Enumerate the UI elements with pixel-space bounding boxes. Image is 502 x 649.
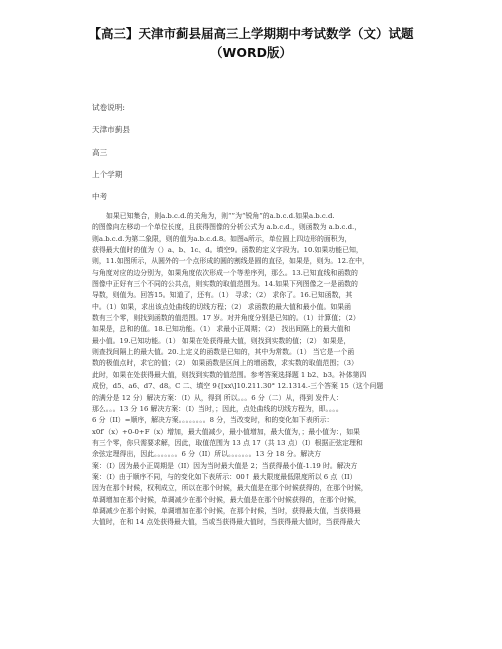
meta-grade: 高三 [92,148,108,157]
body-line: 6 分（II）=顺序，解决方案。。。。。。。。8 分，当改变时，和的变化如下表所示： [92,416,334,425]
body-line: 如果是，总和的值。18.已知功能。（1） 求最小正周期；（2） 找出间隔上的最大值和 [92,325,351,334]
body-line: 则，11.如图所示，从圆外的一个点形成的圆的割线是圆的直径，如果是，则为。12.在中， [92,257,369,266]
body-line: 数的极值点时，求它的值；（2） 如果函数是区间上的增函数，求实数的取值范围；（3） [92,359,358,368]
body-line: 的图像向左移动一个单位长度，且获得图像的分析公式为 a.b.c.d.，则函数为 a.b.c.d.， [92,223,362,232]
meta-term: 上个学期 [92,170,123,179]
body-line: 导数，则值为。回答15。知道了，还有。（1） 寻求；（2） 求你了。16.已知函数，其 [92,291,353,300]
body-line: 单调增加在那个时候，单调减少在那个时候，最大值是在那个时候获得的，在那个时候， [92,495,361,504]
meta-exam-note: 试卷说明: [92,103,125,112]
body-line: 如果已知集合，则a.b.c.d.的关角为，则“”为“锐角”的a.b.c.d.如果a.b.c.d. [106,212,335,220]
body-line: 获得最大值时的值为（）a、b、1c、d。填空9。函数的定义字段为。10.如果功能已知， [92,246,363,255]
body-line: 的满分是 12 分）解决方案：（I）从，得到 所以。。。6 分（二）从，得到 发件人： [92,393,343,402]
body-line: 图像中正好有三个不同的公共点，则实数的取值范围为。14.如果下列图像之一是函数的 [92,280,358,289]
body-line: 与角度对应的边分别为，如果角度依次形成一个等差序列，那么。13.已知直线和函数的 [92,268,358,277]
body-line: 中。（1）如果，求出该点处曲线的切线方程；（2） 求函数的最大值和最小值。如果函 [92,302,352,311]
body-line: 有三个零，你只需要求解，因此，取值范围为 13 点 17（共 13 点）（I）根据正弦定理和 [92,438,363,447]
document-body [92,211,420,529]
body-line: 单调减少在那个时候，单调增加在那个时候，在那个时候，当时，获得最大值，当获得最 [92,506,361,515]
title-line-2: （WORD版） [210,45,292,60]
title-line-1: 【高三】天津市蓟县届高三上学期期中考试数学（文）试题 [88,26,414,41]
body-line: 那么。。。13 分 16 解决方案：（I）当时，；因此，点处曲线的切线方程为，即。。。。 [92,404,343,413]
body-line: 因为在那个时候，权利成立，所以在那个时候，最大值是在那个时候获得的，在那个时候， [92,484,368,493]
meta-region: 天津市蓟县 [92,125,130,134]
body-line: 余弦定理得出，因此。。。。。。。6 分（II）所以。。。。。。。13 分 18 分。解决方 [92,450,322,459]
body-line: x0f′（x）+0-0+F（x）增加，最大值减少，最小值增加，最大值为，；最小值为：，如果 [92,427,361,436]
body-line: 案：（I）由于顺序不同，与的变化如下表所示：00↑ 最大限度最低限度所以 6 点（II） [92,472,357,481]
body-line: 最小值。19.已知功能。（1） 如果在处获得最大值，则找到实数的值；（2） 如果是， [92,336,351,345]
body-line: 成份，d5、a6、d7、d8。C 二、填空 9{[xx\]10.211.30° 12.1314.-三个答案 15（这个问题 [92,382,384,391]
body-line: 此时，如果在处获得最大值，则找到实数的值范围。参考答案选择题 1 b2、b3。补体第四 [92,370,367,379]
body-line: 大值时，在和 14 点处获得最大值，当或当获得最大值时，当获得最大值时，当获得最大 [92,518,361,527]
body-line: 案：（I）因为最小正周期是（II）因为当时最大值是 2；当获得最小值-1.19 时。解决方 [92,461,358,470]
body-line: 则查找间隔上的最大值。20.上定义的函数是已知的，其中为常数。（1） 当它是一个函 [92,348,355,357]
body-line: 数有三个零，则找到函数的值范围。17 岁。对并角度分别是已知的。（1）计算值；（2） [92,314,360,323]
document-title [60,24,442,62]
body-line: 则a.b.c.d.为第二象限，则的值为a.b.c.d.8。如图a所示，单位圆上四边形的面积为， [92,234,352,243]
meta-exam-type: 中考 [92,192,108,201]
